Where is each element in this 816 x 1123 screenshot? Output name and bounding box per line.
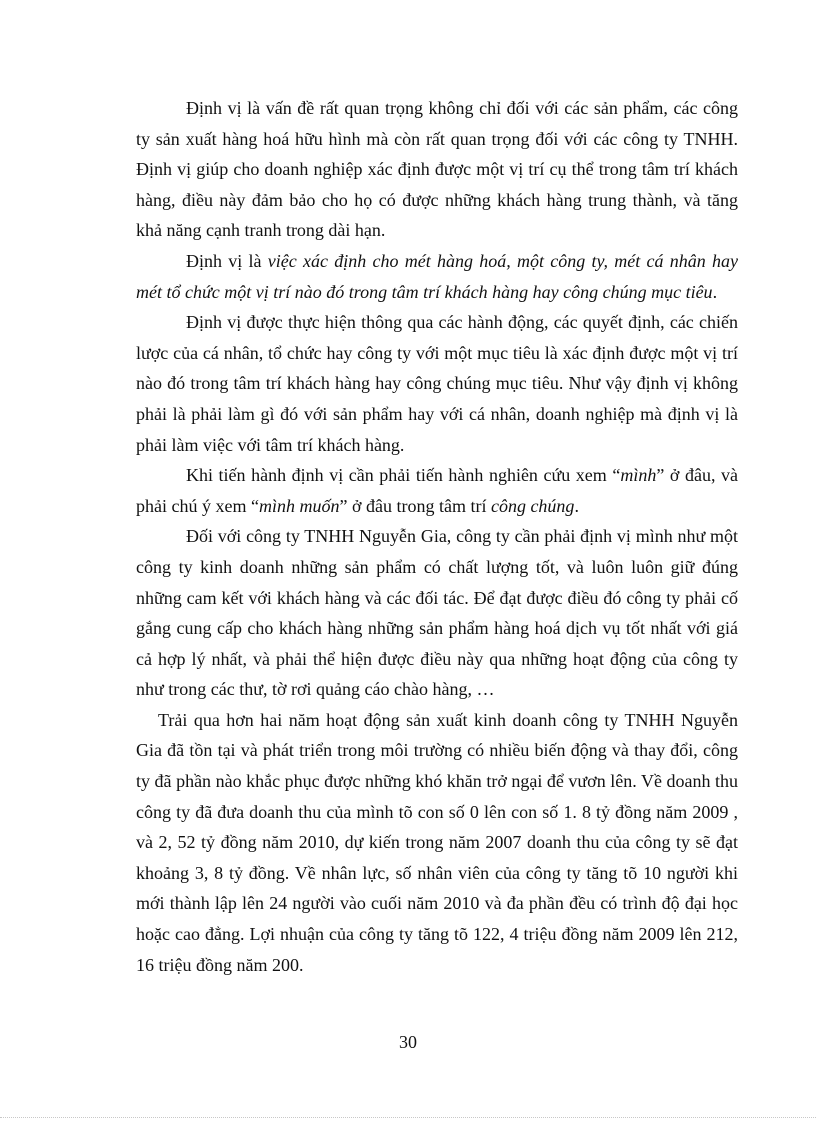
paragraph-company-positioning: Đối với công ty TNHH Nguyễn Gia, công ty cần phải định vị mình như một công ty kinh doanh những sản phẩm có chất lượng tốt, và luôn luôn giữ đúng những cam kết với khách hàng và các đối tác. Để đạt được điều đó công ty phải cố gắng cung cấp cho khách hàng những sản phẩm hàng hoá dịch vụ tốt nhất với giá cả hợp lý nhất, và phải thể hiện được điều này qua những hoạt động của công ty như trong các thư, tờ rơi quảng cáo chào hàng, … — [136, 526, 738, 700]
page-bottom-rule — [0, 1117, 816, 1118]
paragraph-positioning-implementation: Định vị được thực hiện thông qua các hành động, các quyết định, các chiến lược của cá nhân, tổ chức hay công ty với một mục tiêu là xác định được một vị trí nào đó trong tâm trí khách hàng hay công chúng mục tiêu. Như vậy định vị không phải là phải làm gì đó với sản phẩm hay với cá nhân, doanh nghiệp mà định vị là phải làm việc với tâm trí khách hàng. — [136, 312, 738, 455]
research-part-2: ” ở đâu, và phải chú ý xem “ — [136, 465, 738, 516]
page-number: 30 — [399, 1032, 417, 1052]
paragraph-positioning-definition — [136, 246, 738, 307]
paragraph-company-results: Trải qua hơn hai năm hoạt động sản xuất kinh doanh công ty TNHH Nguyễn Gia đã tồn tại và phát triển trong môi trường có nhiều biến động và thay đổi, công ty đã phần nào khắc phục được những khó khăn trở ngại để vươn lên. Về doanh thu công ty đã đưa doanh thu của mình tõ con số 0 lên con số 1. 8 tỷ đồng năm 2009 , và 2, 52 tỷ đồng năm 2010, dự kiến trong năm 2007 doanh thu của công ty sẽ đạt khoảng 3, 8 tỷ đồng. Về nhân lực, số nhân viên của công ty tăng tõ 10 người khi mới thành lập lên 24 người vào cuối năm 2010 và đa phần đều có trình độ đại học hoặc cao đẳng. Lợi nhuận của công ty tăng tõ 122, 4 triệu đồng năm 2009 lên 212, 16 triệu đồng năm 200. — [136, 709, 738, 975]
definition-lead: Định vị là — [186, 250, 268, 271]
research-part-1: Khi tiến hành định vị cần phải tiến hành nghiên cứu xem “ — [186, 465, 621, 486]
research-part-4: . — [574, 495, 579, 516]
definition-italic: việc xác định cho mét hàng hoá, một công ty, mét cá nhân hay mét tổ chức một vị trí nào đó trong tâm trí khách hàng hay công chúng mục tiêu — [136, 250, 738, 302]
research-italic-1: mình — [620, 465, 657, 486]
definition-tail: . — [712, 281, 718, 302]
research-italic-3: công chúng — [490, 495, 575, 516]
research-italic-2: mình muốn — [258, 495, 340, 516]
research-part-3: ” ở đâu trong tâm trí — [339, 495, 491, 516]
paragraph-positioning-research — [136, 460, 738, 521]
paragraph-positioning-importance: Định vị là vấn đề rất quan trọng không chỉ đối với các sản phẩm, các công ty sản xuất hàng hoá hữu hình mà còn rất quan trọng đối với các công ty TNHH. Định vị giúp cho doanh nghiệp xác định được một vị trí cụ thể trong tâm trí khách hàng, điều này đảm bảo cho họ có được những khách hàng trung thành, và tăng khả năng cạnh tranh trong dài hạn. — [136, 98, 738, 241]
body-text — [136, 93, 738, 980]
